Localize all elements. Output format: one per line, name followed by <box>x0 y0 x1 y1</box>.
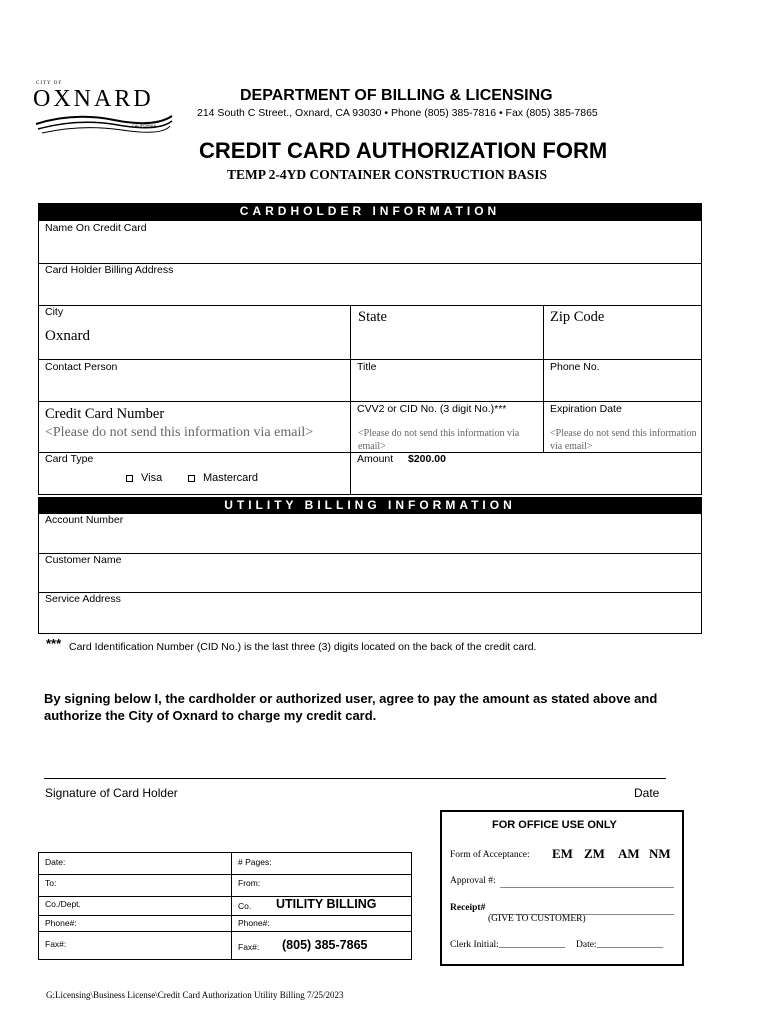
fax-from-label: From: <box>238 878 261 888</box>
fax-pages-cell[interactable] <box>231 852 412 875</box>
fax-fax-value: (805) 385-7865 <box>282 938 368 952</box>
fax-fax2-label: Fax#: <box>238 942 260 952</box>
fax-phone2-label: Phone#: <box>238 918 270 928</box>
approval-line[interactable] <box>500 887 674 888</box>
logo-name: OXNARD <box>33 86 154 112</box>
expiration-date-field[interactable] <box>543 401 702 453</box>
contact-person-field[interactable] <box>38 359 351 402</box>
approval-label: Approval #: <box>450 876 496 886</box>
credit-card-number-label: Credit Card Number <box>45 406 165 422</box>
service-address-label: Service Address <box>45 593 121 605</box>
cvv-label: CVV2 or CID No. (3 digit No.)*** <box>357 403 507 415</box>
expiration-date-label: Expiration Date <box>550 403 622 415</box>
footer-path: G:Licensing\Business License\Credit Card Authorization Utility Billing 7/25/2023 <box>46 990 344 1000</box>
form-subtitle: TEMP 2-4YD CONTAINER CONSTRUCTION BASIS <box>227 167 548 182</box>
cvv-field[interactable] <box>350 401 544 453</box>
agreement-text: By signing below I, the cardholder or authorized user, agree to pay the amount as stated above and authorize the City of Oxnard to charge my credit card. <box>44 691 658 723</box>
department-address: 214 South C Street., Oxnard, CA 93030 • Phone (805) 385-7816 • Fax (805) 385-7865 <box>197 107 598 119</box>
mastercard-checkbox[interactable] <box>188 475 195 482</box>
utility-section-header: UTILITY BILLING INFORMATION <box>38 497 702 514</box>
credit-card-number-field[interactable] <box>38 401 351 453</box>
city-field[interactable] <box>38 305 351 360</box>
state-field[interactable] <box>350 305 544 360</box>
acceptance-em[interactable]: EM <box>552 846 573 861</box>
fax-pages-label: # Pages: <box>238 857 272 867</box>
credit-card-number-note: <Please do not send this information via email> <box>45 425 314 440</box>
signature-label: Signature of Card Holder <box>45 786 178 800</box>
signature-line[interactable] <box>44 778 666 779</box>
fax-co-label: Co. <box>238 901 252 911</box>
account-number-label: Account Number <box>45 514 124 526</box>
fax-fax2-cell <box>231 931 412 960</box>
mastercard-label: Mastercard <box>203 472 259 484</box>
card-type-field <box>38 452 351 495</box>
fax-to-cell[interactable] <box>38 874 232 897</box>
fax-co-dept-cell[interactable] <box>38 896 232 916</box>
fax-to-label: To: <box>45 878 57 888</box>
expiration-date-note: <Please do not send this information via email> <box>550 428 697 452</box>
acceptance-nm[interactable]: NM <box>649 846 671 861</box>
amount-field <box>350 452 702 495</box>
title-field[interactable] <box>350 359 544 402</box>
customer-name-label: Customer Name <box>45 554 122 566</box>
clerk-initial-label[interactable]: Clerk Initial:______________ <box>450 940 566 950</box>
name-on-card-field[interactable] <box>38 220 702 264</box>
form-of-acceptance-label: Form of Acceptance: <box>450 850 530 860</box>
logo-city-of: CITY OF <box>36 81 63 86</box>
cardholder-section-header: CARDHOLDER INFORMATION <box>38 203 702 220</box>
give-to-customer-note: (GIVE TO CUSTOMER) <box>488 914 586 924</box>
account-number-field[interactable] <box>38 513 702 554</box>
office-use-title: FOR OFFICE USE ONLY <box>492 819 617 831</box>
zip-code-label: Zip Code <box>550 309 605 325</box>
card-type-label: Card Type <box>45 453 94 465</box>
amount-label: Amount <box>357 453 394 465</box>
service-address-field[interactable] <box>38 592 702 634</box>
signature-date-label: Date <box>634 786 660 800</box>
visa-option[interactable] <box>126 472 162 484</box>
cvv-note: <Please do not send this information via email> <box>358 428 520 452</box>
acceptance-zm[interactable]: ZM <box>584 846 605 861</box>
phone-label: Phone No. <box>550 361 600 373</box>
phone-field[interactable] <box>543 359 702 402</box>
fax-co-cell <box>231 896 412 916</box>
name-on-card-label: Name On Credit Card <box>45 222 147 234</box>
fax-phone-label: Phone#: <box>45 918 77 928</box>
fax-co-value: UTILITY BILLING <box>276 897 377 911</box>
city-label: City <box>45 306 64 318</box>
city-value: Oxnard <box>45 328 90 344</box>
fax-co-dept-label: Co./Dept. <box>45 899 81 909</box>
fax-date-cell[interactable] <box>38 852 232 875</box>
footnote-text: Card Identification Number (CID No.) is the last three (3) digits located on the back of the credit card. <box>69 641 537 653</box>
amount-value: $200.00 <box>408 453 446 465</box>
office-date-label[interactable]: Date:______________ <box>576 940 664 950</box>
fax-phone2-cell[interactable] <box>231 915 412 932</box>
contact-person-label: Contact Person <box>45 361 118 373</box>
fax-from-cell[interactable] <box>231 874 412 897</box>
billing-address-label: Card Holder Billing Address <box>45 264 174 276</box>
visa-checkbox[interactable] <box>126 475 133 482</box>
customer-name-field[interactable] <box>38 553 702 593</box>
title-label: Title <box>357 361 377 373</box>
form-title: CREDIT CARD AUTHORIZATION FORM <box>199 138 608 163</box>
visa-label: Visa <box>141 472 163 484</box>
logo-sub: CALIFORNIA <box>132 123 157 128</box>
office-use-box <box>440 810 684 966</box>
state-label: State <box>358 309 387 325</box>
footnote-stars: *** <box>46 636 62 651</box>
fax-fax-cell[interactable] <box>38 931 232 960</box>
billing-address-field[interactable] <box>38 263 702 306</box>
department-title: DEPARTMENT OF BILLING & LICENSING <box>240 87 553 104</box>
fax-phone-cell[interactable] <box>38 915 232 932</box>
mastercard-option[interactable] <box>188 472 258 484</box>
acceptance-am[interactable]: AM <box>618 846 640 861</box>
fax-fax-label: Fax#: <box>45 939 67 949</box>
receipt-label: Receipt# <box>450 903 486 913</box>
fax-date-label: Date: <box>45 857 66 867</box>
zip-code-field[interactable] <box>543 305 702 360</box>
